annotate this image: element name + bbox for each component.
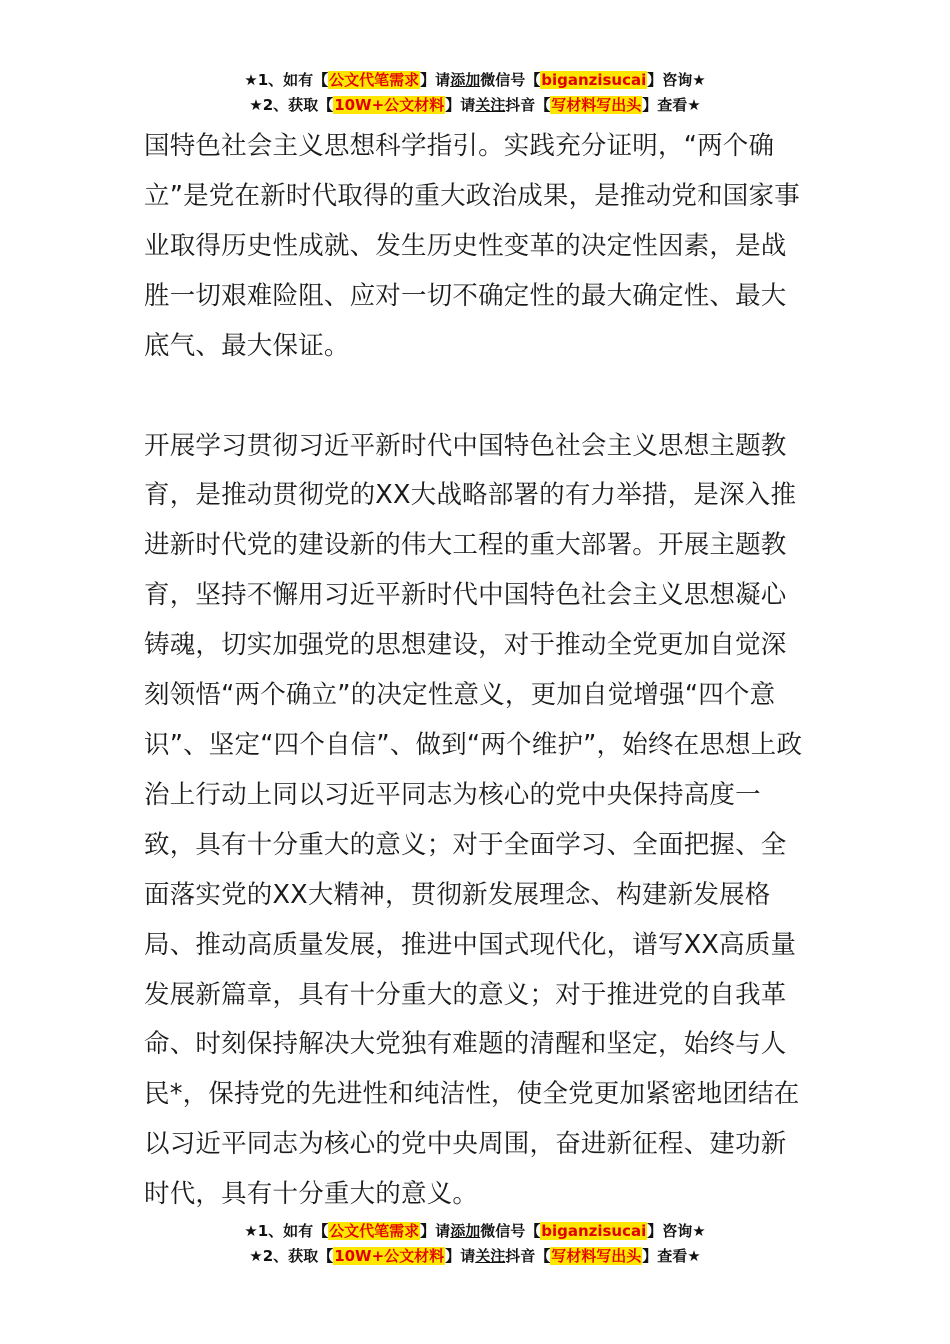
- paragraph-2: 开展学习贯彻习近平新时代中国特色社会主义思想主题教育，是推动贯彻党的XX大战略部署的有力举措，是深入推进新时代党的建设新的伟大工程的重大部署。开展主题教育，坚持不懈用习近平新时代中国特色社会主义思想凝心铸魂，切实加强党的思想建设，对于推动全党更加自觉深刻领悟“两个确立”的决定性意义，更加自觉增强“四个意识”、坚定“四个自信”、做到“两个维护”，始终在思想上政治上行动上同以习近平同志为核心的党中央保持高度一致，具有十分重大的意义；对于全面学习、全面把握、全面落实党的XX大精神，贯彻新发展理念、构建新发展格局、推动高质量发展，推进中国式现代化，谱写XX高质量发展新篇章，具有十分重大的意义；对于推进党的自我革命、时刻保持解决大党独有难题的清醒和坚定，始终与人民*，保持党的先进性和纯洁性，使全党更加紧密地团结在以习近平同志为核心的党中央周围，奋进新征程、建功新时代，具有十分重大的意义。: [144, 430, 803, 1210]
- highlight-douyin-account: 写材料写出头: [551, 1247, 642, 1265]
- highlight-douyin-account: 写材料写出头: [551, 96, 642, 114]
- highlight-service: 公文代笔需求: [329, 1222, 420, 1240]
- paragraph-1: 国特色社会主义思想科学指引。实践充分证明，“两个确立”是党在新时代取得的重大政治成果，是推动党和国家事业取得历史性成就、发生历史性变革的决定性因素，是战胜一切艰难险阻、应对一切不确定性的最大确定性、最大底气、最大保证。: [144, 131, 800, 361]
- highlight-service: 公文代笔需求: [329, 71, 420, 89]
- highlight-wechat-id: biganzisucai: [541, 71, 647, 89]
- header-banner: [0, 68, 950, 118]
- highlight-wechat-id: biganzisucai: [541, 1222, 647, 1240]
- banner-line-2: ★2、获取【10W+公文材料】请关注抖音【写材料写出头】查看★: [249, 96, 701, 114]
- document-body: [144, 122, 808, 1220]
- footer-banner: [0, 1219, 950, 1269]
- highlight-materials: 10W+公文材料: [334, 96, 445, 114]
- banner-line-1: ★1、如有【公文代笔需求】请添加微信号【biganzisucai】咨询★: [244, 71, 706, 89]
- banner-line-1: ★1、如有【公文代笔需求】请添加微信号【biganzisucai】咨询★: [244, 1222, 706, 1240]
- banner-line-2: ★2、获取【10W+公文材料】请关注抖音【写材料写出头】查看★: [249, 1247, 701, 1265]
- highlight-materials: 10W+公文材料: [334, 1247, 445, 1265]
